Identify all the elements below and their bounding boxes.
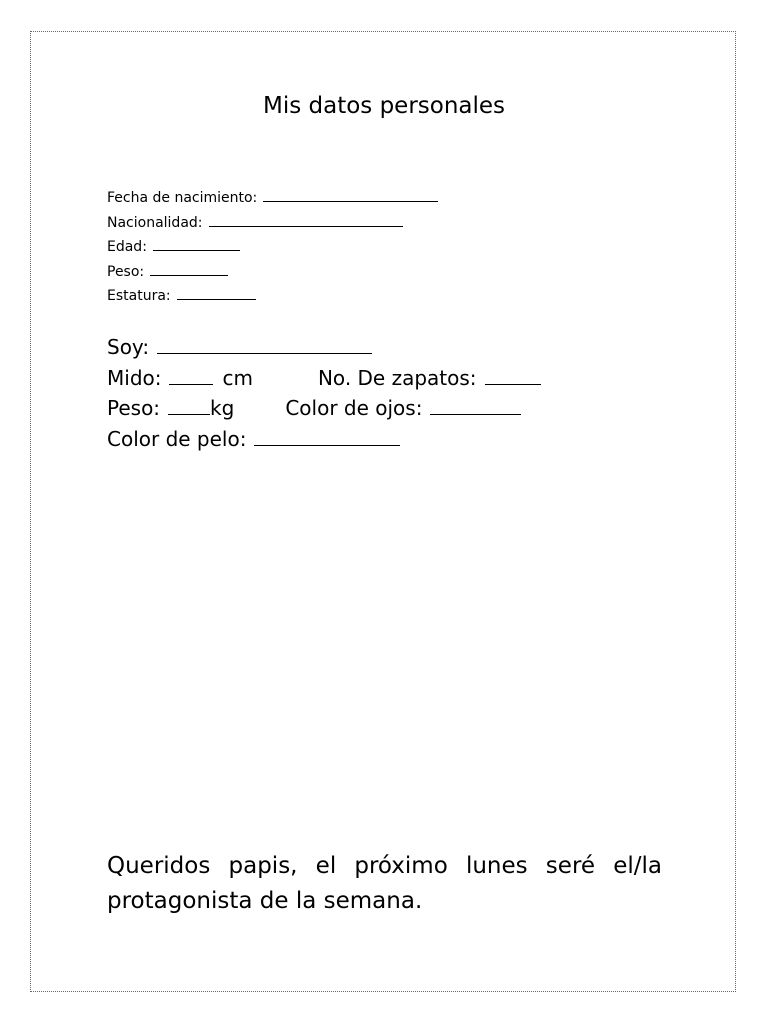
field-label: Peso: (107, 263, 145, 280)
unit-label: cm (222, 365, 253, 390)
field-label: Nacionalidad: (107, 214, 203, 231)
field-row-nationality (107, 211, 438, 236)
page-border (30, 31, 736, 992)
field-row-soy (107, 332, 541, 363)
fill-in-blank (485, 383, 541, 385)
fill-in-blank (254, 444, 400, 446)
fill-in-blank (168, 413, 210, 415)
fill-in-blank (169, 383, 213, 385)
field-row-weight (107, 260, 438, 285)
fill-in-blank (150, 274, 228, 276)
fill-in-blank (157, 352, 372, 354)
field-row-age (107, 235, 438, 260)
field-label: Color de ojos: (285, 396, 423, 420)
personal-data-section (107, 186, 438, 309)
fill-in-blank (153, 249, 240, 251)
fill-in-blank (209, 225, 403, 227)
field-label: Mido: (107, 365, 162, 390)
field-label: Color de pelo: (107, 426, 247, 451)
unit-label: kg (210, 396, 235, 420)
field-label: Edad: (107, 239, 147, 255)
parents-note: Queridos papis, el próximo lunes seré el/la protagonista de la semana. (107, 853, 662, 914)
fill-in-blank (177, 298, 256, 300)
field-row-pelo (107, 424, 541, 455)
field-row-height (107, 284, 438, 309)
page-title: Mis datos personales (262, 93, 506, 119)
fill-in-blank (430, 413, 521, 415)
field-label: Soy: (107, 335, 150, 359)
field-row-peso-ojos (107, 393, 541, 424)
field-label: Estatura: (107, 288, 171, 304)
field-label: Fecha de nacimiento: (107, 190, 258, 206)
field-label: Peso: (107, 396, 161, 420)
field-label: No. De zapatos: (317, 365, 477, 390)
about-me-section (107, 332, 541, 454)
field-row-birth-date (107, 186, 438, 211)
field-row-mido-zapatos (107, 363, 541, 394)
fill-in-blank (263, 200, 438, 202)
